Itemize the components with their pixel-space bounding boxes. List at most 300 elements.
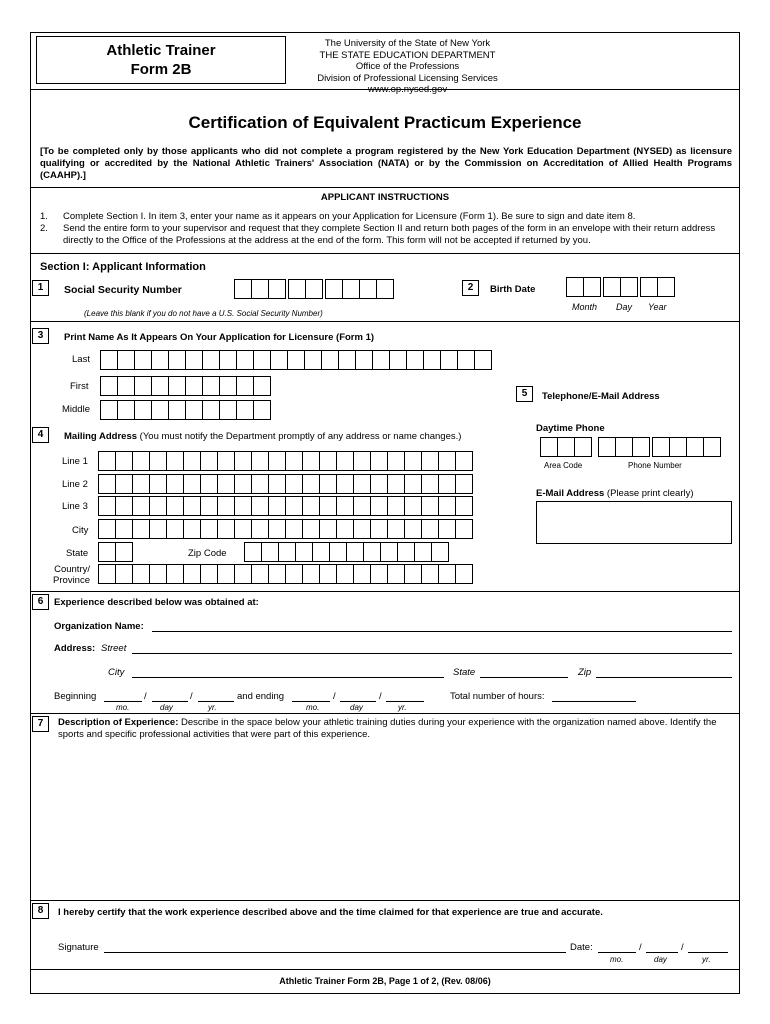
- end-mo-hint: mo.: [306, 703, 320, 712]
- char-cell[interactable]: [440, 350, 458, 370]
- first-name-input[interactable]: [100, 376, 271, 396]
- char-cell[interactable]: [268, 474, 286, 494]
- divider: [30, 713, 740, 714]
- sign-mo-hint: mo.: [610, 955, 624, 964]
- country-input[interactable]: [98, 564, 473, 584]
- char-cell[interactable]: [166, 496, 184, 516]
- char-cell[interactable]: [183, 496, 201, 516]
- char-cell[interactable]: [166, 564, 184, 584]
- char-cell[interactable]: [603, 277, 621, 297]
- char-cell[interactable]: [132, 519, 150, 539]
- divider: [30, 321, 740, 322]
- char-cell[interactable]: [566, 277, 584, 297]
- birth-date-input[interactable]: [566, 277, 675, 297]
- sign-day-input[interactable]: [646, 952, 678, 953]
- char-cell[interactable]: [455, 564, 473, 584]
- char-cell[interactable]: [438, 451, 456, 471]
- char-cell[interactable]: [302, 451, 320, 471]
- char-cell[interactable]: [353, 519, 371, 539]
- char-cell[interactable]: [183, 564, 201, 584]
- char-cell[interactable]: [234, 474, 252, 494]
- char-cell[interactable]: [166, 474, 184, 494]
- slash: /: [639, 942, 642, 953]
- char-cell[interactable]: [200, 564, 218, 584]
- char-cell[interactable]: [251, 496, 269, 516]
- birth-year-label: Year: [648, 302, 667, 312]
- char-cell[interactable]: [98, 474, 116, 494]
- char-cell[interactable]: [312, 542, 330, 562]
- char-cell[interactable]: [100, 400, 118, 420]
- char-cell[interactable]: [268, 279, 286, 299]
- char-cell[interactable]: [421, 564, 439, 584]
- country-label-line2: Province: [53, 575, 90, 586]
- char-cell[interactable]: [253, 400, 271, 420]
- area-code-label: Area Code: [544, 461, 583, 470]
- end-year-input[interactable]: [386, 701, 424, 702]
- end-day-input[interactable]: [340, 701, 376, 702]
- char-cell[interactable]: [421, 474, 439, 494]
- slash: /: [379, 691, 382, 702]
- char-cell[interactable]: [370, 519, 388, 539]
- org-state-input[interactable]: [480, 677, 568, 678]
- zip-code-label: Zip Code: [188, 548, 227, 559]
- char-cell[interactable]: [166, 451, 184, 471]
- begin-day-hint: day: [160, 703, 173, 712]
- begin-yr-hint: yr.: [208, 703, 217, 712]
- char-cell[interactable]: [149, 564, 167, 584]
- char-cell[interactable]: [431, 542, 449, 562]
- char-cell[interactable]: [270, 350, 288, 370]
- char-cell[interactable]: [166, 519, 184, 539]
- char-cell[interactable]: [620, 277, 638, 297]
- char-cell[interactable]: [183, 474, 201, 494]
- char-cell[interactable]: [455, 474, 473, 494]
- char-cell[interactable]: [574, 437, 592, 457]
- description-label-bold: Description of Experience:: [58, 717, 179, 728]
- char-cell[interactable]: [236, 376, 254, 396]
- char-cell[interactable]: [363, 542, 381, 562]
- char-cell[interactable]: [652, 437, 670, 457]
- char-cell[interactable]: [353, 474, 371, 494]
- char-cell[interactable]: [132, 564, 150, 584]
- slash: /: [333, 691, 336, 702]
- char-cell[interactable]: [236, 400, 254, 420]
- phone-number-input[interactable]: [598, 437, 721, 457]
- char-cell[interactable]: [353, 451, 371, 471]
- slash: /: [190, 691, 193, 702]
- experience-location-label: Experience described below was obtained at:: [54, 597, 259, 608]
- char-cell[interactable]: [100, 350, 118, 370]
- phone-number-label: Phone Number: [628, 461, 682, 470]
- char-cell[interactable]: [370, 496, 388, 516]
- address-line3-input[interactable]: [98, 496, 473, 516]
- char-cell[interactable]: [387, 564, 405, 584]
- ssn-note: (Leave this blank if you do not have a U.S. Social Security Number): [84, 309, 323, 318]
- char-cell[interactable]: [288, 279, 306, 299]
- char-cell[interactable]: [304, 350, 322, 370]
- beginning-label: Beginning: [54, 691, 97, 702]
- char-cell[interactable]: [202, 350, 220, 370]
- char-cell[interactable]: [132, 451, 150, 471]
- char-cell[interactable]: [319, 496, 337, 516]
- email-label-bold: E-Mail Address: [536, 488, 605, 499]
- char-cell[interactable]: [583, 277, 601, 297]
- mailing-address-label-bold: Mailing Address: [64, 431, 138, 442]
- char-cell[interactable]: [217, 519, 235, 539]
- char-cell[interactable]: [217, 496, 235, 516]
- slash: /: [681, 942, 684, 953]
- sign-year-input[interactable]: [688, 952, 728, 953]
- address-label: Address:: [54, 643, 96, 654]
- char-cell[interactable]: [185, 350, 203, 370]
- birth-day-label: Day: [616, 302, 633, 312]
- char-cell[interactable]: [132, 496, 150, 516]
- char-cell[interactable]: [372, 350, 390, 370]
- char-cell[interactable]: [202, 400, 220, 420]
- char-cell[interactable]: [98, 496, 116, 516]
- char-cell[interactable]: [353, 496, 371, 516]
- char-cell[interactable]: [325, 279, 343, 299]
- char-cell[interactable]: [540, 437, 558, 457]
- instruction-num: 2.: [40, 223, 48, 234]
- area-code-input[interactable]: [540, 437, 592, 457]
- char-cell[interactable]: [336, 496, 354, 516]
- agency-line3: Office of the Professions: [355, 61, 460, 72]
- char-cell[interactable]: [321, 350, 339, 370]
- mailing-address-note: (You must notify the Department promptly of any address or name changes.): [139, 431, 462, 442]
- ssn-input[interactable]: [234, 279, 394, 299]
- char-cell[interactable]: [98, 564, 116, 584]
- char-cell[interactable]: [380, 542, 398, 562]
- org-city-input[interactable]: [132, 677, 444, 678]
- char-cell[interactable]: [338, 350, 356, 370]
- char-cell[interactable]: [423, 350, 441, 370]
- first-name-label: First: [70, 381, 89, 392]
- char-cell[interactable]: [319, 519, 337, 539]
- signature-input[interactable]: [104, 952, 566, 953]
- item-number-7: 7: [32, 716, 49, 732]
- email-label: [536, 488, 694, 499]
- name-label: Print Name As It Appears On Your Application for Licensure (Form 1): [64, 332, 375, 343]
- char-cell[interactable]: [387, 496, 405, 516]
- char-cell[interactable]: [149, 519, 167, 539]
- organization-name-input[interactable]: [152, 631, 732, 632]
- char-cell[interactable]: [346, 542, 364, 562]
- char-cell[interactable]: [404, 496, 422, 516]
- item-number-2: 2: [462, 280, 479, 296]
- form-title-line2: Form 2B: [130, 61, 192, 78]
- intro-text: [To be completed only by those applicants who did not complete a program registered by the New York Education Department (NYSED) as licensure qualifying or accredited by the National Athletic Trainers' Association (NATA) or by the Commission on Accreditation of Allied Health Programs (CAAHP).]: [40, 146, 732, 181]
- char-cell[interactable]: [268, 564, 286, 584]
- sign-month-input[interactable]: [598, 952, 636, 953]
- item-number-1: 1: [32, 280, 49, 296]
- begin-day-input[interactable]: [152, 701, 188, 702]
- org-city-label: City: [108, 667, 125, 678]
- char-cell[interactable]: [355, 350, 373, 370]
- char-cell[interactable]: [236, 350, 254, 370]
- char-cell[interactable]: [234, 496, 252, 516]
- char-cell[interactable]: [185, 400, 203, 420]
- char-cell[interactable]: [132, 474, 150, 494]
- char-cell[interactable]: [455, 496, 473, 516]
- char-cell[interactable]: [438, 564, 456, 584]
- char-cell[interactable]: [703, 437, 721, 457]
- char-cell[interactable]: [261, 542, 279, 562]
- certification-statement: I hereby certify that the work experience described above and the time claimed for that experience are true and accurate.: [58, 907, 603, 918]
- item-number-5: 5: [516, 386, 533, 402]
- char-cell[interactable]: [457, 350, 475, 370]
- char-cell[interactable]: [278, 542, 296, 562]
- instruction-text: Send the entire form to your supervisor and request that they complete Section II and return both pages of the form in an envelope with their return address directly to the Office of the Professions at the address at the end of the form. This form will not be accepted if returned by you.: [63, 223, 716, 246]
- char-cell[interactable]: [329, 542, 347, 562]
- char-cell[interactable]: [615, 437, 633, 457]
- daytime-phone-label: Daytime Phone: [536, 423, 605, 434]
- char-cell[interactable]: [376, 279, 394, 299]
- char-cell[interactable]: [285, 519, 303, 539]
- char-cell[interactable]: [115, 496, 133, 516]
- char-cell[interactable]: [115, 474, 133, 494]
- sign-date-label: Date:: [570, 942, 593, 953]
- agency-line1: The University of the State of New York: [324, 38, 491, 49]
- char-cell[interactable]: [438, 519, 456, 539]
- char-cell[interactable]: [100, 376, 118, 396]
- middle-name-input[interactable]: [100, 400, 271, 420]
- item-number-8: 8: [32, 903, 49, 919]
- char-cell[interactable]: [302, 474, 320, 494]
- char-cell[interactable]: [404, 564, 422, 584]
- org-zip-input[interactable]: [596, 677, 732, 678]
- char-cell[interactable]: [98, 519, 116, 539]
- agency-block: [300, 38, 515, 96]
- char-cell[interactable]: [134, 376, 152, 396]
- description-label: [58, 717, 734, 741]
- char-cell[interactable]: [285, 474, 303, 494]
- char-cell[interactable]: [149, 474, 167, 494]
- char-cell[interactable]: [302, 519, 320, 539]
- state-input[interactable]: [98, 542, 133, 562]
- char-cell[interactable]: [219, 350, 237, 370]
- char-cell[interactable]: [151, 376, 169, 396]
- divider: [30, 187, 740, 188]
- divider: [30, 253, 740, 254]
- char-cell[interactable]: [302, 496, 320, 516]
- char-cell[interactable]: [117, 376, 135, 396]
- char-cell[interactable]: [657, 277, 675, 297]
- char-cell[interactable]: [686, 437, 704, 457]
- char-cell[interactable]: [370, 564, 388, 584]
- char-cell[interactable]: [115, 542, 133, 562]
- char-cell[interactable]: [253, 350, 271, 370]
- char-cell[interactable]: [268, 519, 286, 539]
- agency-line4: Division of Professional Licensing Services: [317, 72, 498, 84]
- char-cell[interactable]: [149, 496, 167, 516]
- char-cell[interactable]: [387, 451, 405, 471]
- char-cell[interactable]: [251, 474, 269, 494]
- char-cell[interactable]: [302, 564, 320, 584]
- char-cell[interactable]: [134, 350, 152, 370]
- char-cell[interactable]: [353, 564, 371, 584]
- total-hours-input[interactable]: [552, 701, 636, 702]
- begin-year-input[interactable]: [198, 701, 234, 702]
- organization-name-label: Organization Name:: [54, 621, 144, 632]
- char-cell[interactable]: [234, 451, 252, 471]
- char-cell[interactable]: [404, 451, 422, 471]
- end-month-input[interactable]: [292, 701, 330, 702]
- signature-label: Signature: [58, 942, 99, 953]
- char-cell[interactable]: [117, 350, 135, 370]
- birth-month-label: Month: [572, 302, 598, 312]
- char-cell[interactable]: [474, 350, 492, 370]
- instructions-heading: APPLICANT INSTRUCTIONS: [320, 192, 450, 203]
- char-cell[interactable]: [336, 519, 354, 539]
- char-cell[interactable]: [319, 474, 337, 494]
- char-cell[interactable]: [336, 564, 354, 584]
- char-cell[interactable]: [251, 279, 269, 299]
- char-cell[interactable]: [251, 564, 269, 584]
- char-cell[interactable]: [387, 519, 405, 539]
- street-input[interactable]: [132, 653, 732, 654]
- char-cell[interactable]: [217, 474, 235, 494]
- char-cell[interactable]: [421, 451, 439, 471]
- char-cell[interactable]: [251, 519, 269, 539]
- divider: [30, 89, 740, 90]
- char-cell[interactable]: [268, 496, 286, 516]
- sign-day-hint: day: [654, 955, 667, 964]
- char-cell[interactable]: [98, 451, 116, 471]
- begin-month-input[interactable]: [104, 701, 142, 702]
- char-cell[interactable]: [183, 451, 201, 471]
- char-cell[interactable]: [295, 542, 313, 562]
- char-cell[interactable]: [342, 279, 360, 299]
- end-yr-hint: yr.: [398, 703, 407, 712]
- char-cell[interactable]: [149, 451, 167, 471]
- char-cell[interactable]: [389, 350, 407, 370]
- slash: /: [144, 691, 147, 702]
- begin-mo-hint: mo.: [116, 703, 130, 712]
- char-cell[interactable]: [200, 496, 218, 516]
- and-ending-label: and ending: [237, 691, 285, 702]
- instruction-num: 1.: [40, 211, 48, 222]
- char-cell[interactable]: [387, 474, 405, 494]
- item-number-3: 3: [32, 328, 49, 344]
- char-cell[interactable]: [640, 277, 658, 297]
- char-cell[interactable]: [253, 376, 271, 396]
- email-input[interactable]: [536, 501, 732, 544]
- phone-email-label: Telephone/E-Mail Address: [542, 391, 660, 402]
- char-cell[interactable]: [287, 350, 305, 370]
- char-cell[interactable]: [359, 279, 377, 299]
- char-cell[interactable]: [319, 451, 337, 471]
- char-cell[interactable]: [185, 376, 203, 396]
- street-label: Street: [101, 643, 127, 654]
- char-cell[interactable]: [219, 376, 237, 396]
- char-cell[interactable]: [168, 350, 186, 370]
- char-cell[interactable]: [370, 474, 388, 494]
- char-cell[interactable]: [219, 400, 237, 420]
- char-cell[interactable]: [421, 496, 439, 516]
- form-title-box: [36, 36, 286, 84]
- char-cell[interactable]: [598, 437, 616, 457]
- email-label-note: (Please print clearly): [606, 488, 694, 499]
- char-cell[interactable]: [370, 451, 388, 471]
- char-cell[interactable]: [200, 519, 218, 539]
- char-cell[interactable]: [151, 400, 169, 420]
- char-cell[interactable]: [151, 350, 169, 370]
- char-cell[interactable]: [455, 451, 473, 471]
- char-cell[interactable]: [217, 451, 235, 471]
- birth-date-label: Birth Date: [490, 284, 536, 295]
- total-hours-label: Total number of hours:: [450, 691, 545, 702]
- description-input[interactable]: [56, 746, 732, 894]
- char-cell[interactable]: [336, 451, 354, 471]
- char-cell[interactable]: [285, 451, 303, 471]
- char-cell[interactable]: [234, 519, 252, 539]
- char-cell[interactable]: [234, 564, 252, 584]
- char-cell[interactable]: [202, 376, 220, 396]
- char-cell[interactable]: [406, 350, 424, 370]
- address-line1-input[interactable]: [98, 451, 473, 471]
- item-number-4: 4: [32, 427, 49, 443]
- char-cell[interactable]: [285, 496, 303, 516]
- char-cell[interactable]: [200, 451, 218, 471]
- instruction-text: Complete Section I. In item 3, enter your name as it appears on your Application for Licensure (Form 1). Be sure to sign and date item 8.: [63, 211, 636, 222]
- char-cell[interactable]: [404, 519, 422, 539]
- char-cell[interactable]: [285, 564, 303, 584]
- char-cell[interactable]: [200, 474, 218, 494]
- char-cell[interactable]: [397, 542, 415, 562]
- char-cell[interactable]: [438, 474, 456, 494]
- char-cell[interactable]: [183, 519, 201, 539]
- middle-name-label: Middle: [62, 404, 90, 415]
- ssn-label: Social Security Number: [64, 284, 182, 296]
- char-cell[interactable]: [115, 519, 133, 539]
- country-label: [52, 564, 90, 586]
- last-name-input[interactable]: [100, 350, 492, 370]
- divider: [30, 900, 740, 901]
- char-cell[interactable]: [305, 279, 323, 299]
- char-cell[interactable]: [404, 474, 422, 494]
- char-cell[interactable]: [414, 542, 432, 562]
- char-cell[interactable]: [268, 451, 286, 471]
- char-cell[interactable]: [98, 542, 116, 562]
- char-cell[interactable]: [421, 519, 439, 539]
- char-cell[interactable]: [217, 564, 235, 584]
- char-cell[interactable]: [336, 474, 354, 494]
- char-cell[interactable]: [244, 542, 262, 562]
- char-cell[interactable]: [319, 564, 337, 584]
- char-cell[interactable]: [134, 400, 152, 420]
- instruction-item-1: [40, 211, 732, 223]
- divider: [30, 969, 740, 970]
- zip-code-input[interactable]: [244, 542, 449, 562]
- item-number-6: 6: [32, 594, 49, 610]
- char-cell[interactable]: [115, 564, 133, 584]
- char-cell[interactable]: [438, 496, 456, 516]
- char-cell[interactable]: [117, 400, 135, 420]
- char-cell[interactable]: [168, 400, 186, 420]
- char-cell[interactable]: [632, 437, 650, 457]
- char-cell[interactable]: [168, 376, 186, 396]
- char-cell[interactable]: [669, 437, 687, 457]
- char-cell[interactable]: [234, 279, 252, 299]
- char-cell[interactable]: [557, 437, 575, 457]
- char-cell[interactable]: [455, 519, 473, 539]
- char-cell[interactable]: [115, 451, 133, 471]
- city-input[interactable]: [98, 519, 473, 539]
- char-cell[interactable]: [251, 451, 269, 471]
- address-line2-input[interactable]: [98, 474, 473, 494]
- page-footer: Athletic Trainer Form 2B, Page 1 of 2, (Rev. 08/06): [279, 976, 491, 986]
